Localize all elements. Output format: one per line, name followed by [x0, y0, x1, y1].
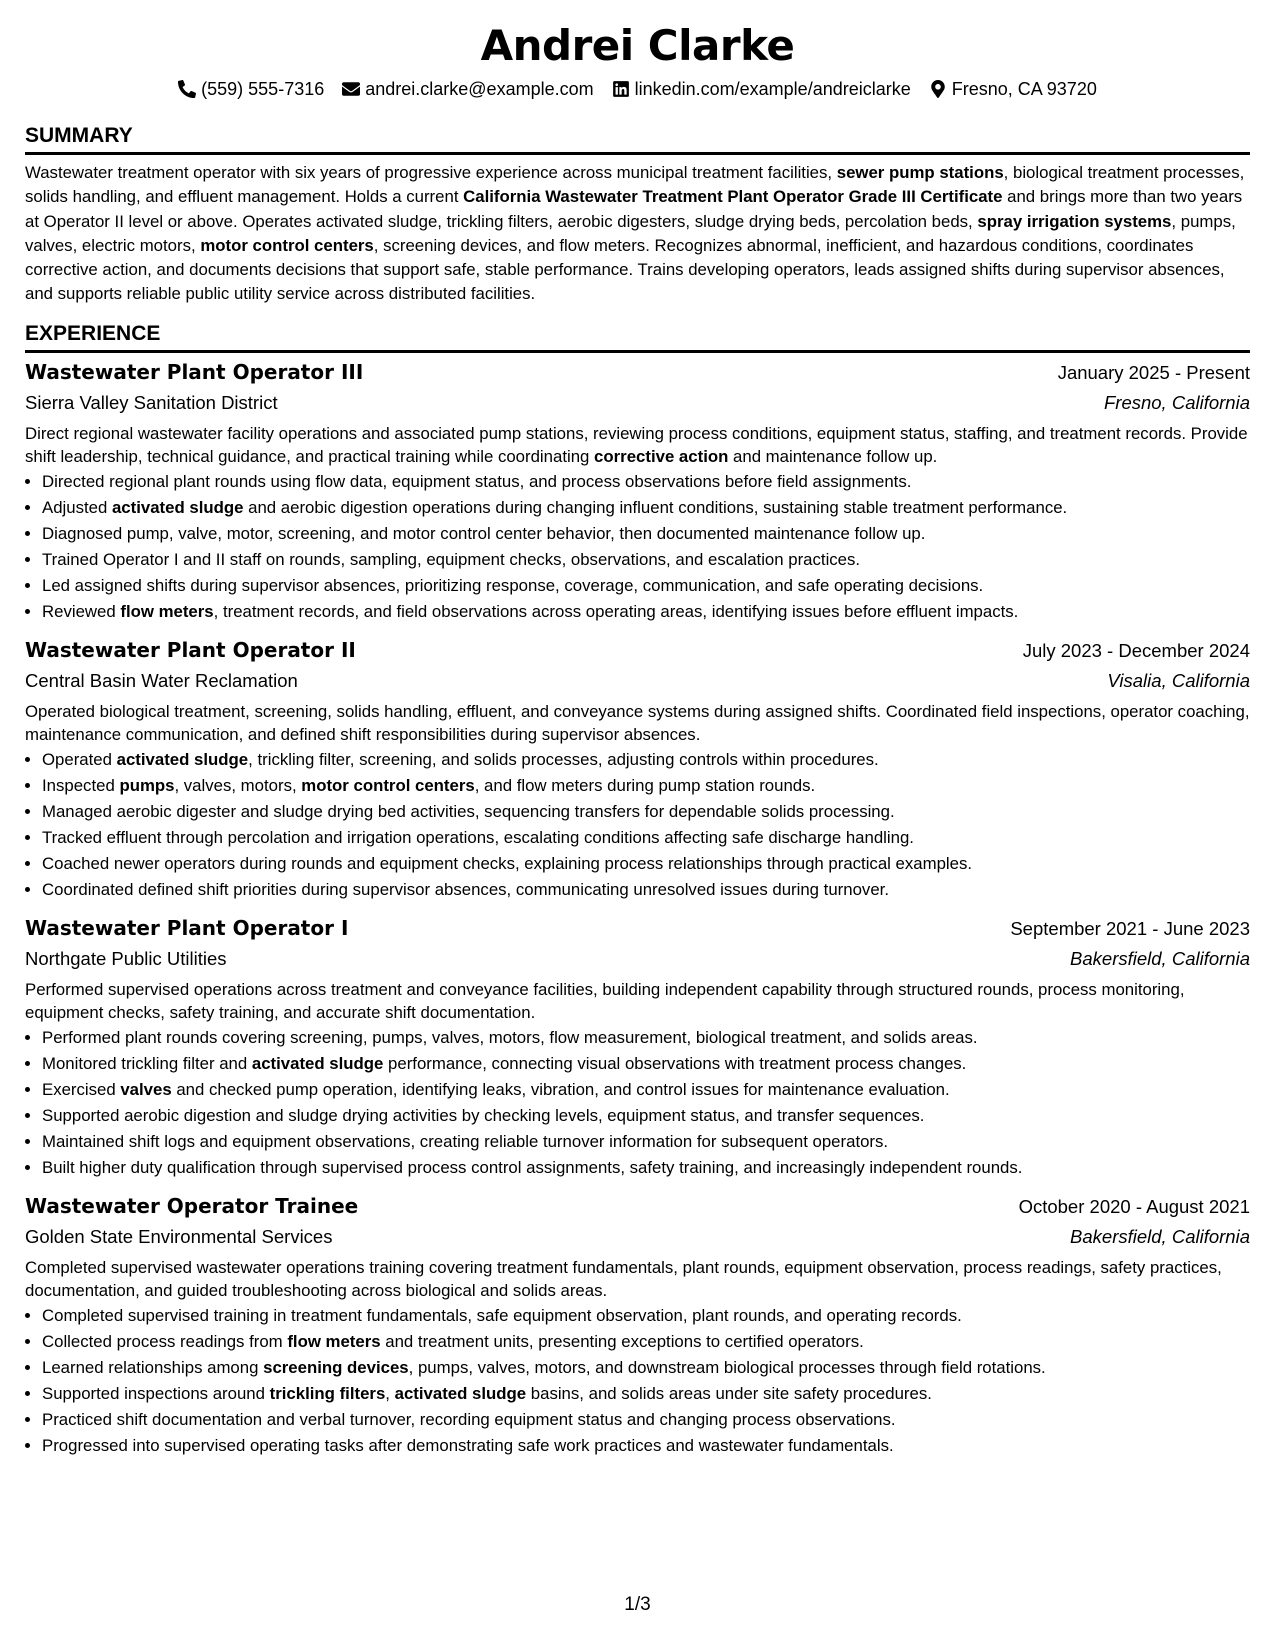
job-list	[25, 357, 1250, 1459]
text-run: , pumps, valves, electric motors,	[25, 211, 1236, 255]
text-run: Monitored trickling filter and	[42, 1053, 252, 1073]
bold-text: activated sludge	[111, 497, 244, 517]
job-header-row	[25, 357, 1250, 388]
text-run: Tracked effluent through percolation and irrigation operations, escalating conditions affecting safe discharge handling.	[42, 827, 914, 847]
text-run: Completed supervised training in treatment fundamentals, safe equipment observation, plant rounds, and operating records.	[42, 1305, 962, 1325]
contact-linkedin[interactable]	[612, 76, 911, 102]
map-pin-icon	[929, 80, 947, 98]
bullet-item	[42, 825, 1250, 851]
experience-section	[25, 320, 1250, 1459]
job-header-row	[25, 635, 1250, 666]
text-run: Progressed into supervised operating tasks after demonstrating safe work practices and wastewater fundamentals.	[42, 1435, 894, 1455]
envelope-icon	[342, 80, 360, 98]
text-run: , and flow meters during pump station rounds.	[474, 775, 816, 795]
contact-location	[929, 76, 1097, 102]
text-run: Diagnosed pump, valve, motor, screening, and motor control center behavior, then documented maintenance follow up.	[42, 523, 926, 543]
bullet-item	[42, 1381, 1250, 1407]
bullet-item	[42, 495, 1250, 521]
job-description	[25, 1256, 1250, 1303]
job-bullets	[25, 469, 1250, 625]
text-run: Trained Operator I and II staff on rounds, sampling, equipment checks, observations, and escalation practices.	[42, 549, 861, 569]
bullet-item	[42, 1433, 1250, 1459]
bold-text: sewer pump stations	[836, 163, 1004, 182]
text-run: and aerobic digestion operations during changing influent conditions, sustaining stable treatment performance.	[243, 497, 1068, 517]
text-run: Inspected	[42, 775, 120, 795]
contact-bar	[25, 76, 1250, 102]
text-run: and checked pump operation, identifying leaks, vibration, and control issues for maintenance evaluation.	[171, 1079, 950, 1099]
experience-heading: EXPERIENCE	[25, 320, 1250, 353]
job-title: Wastewater Plant Operator I	[25, 915, 349, 940]
text-run: , pumps, valves, motors, and downstream biological processes through field rotations.	[408, 1357, 1046, 1377]
bullet-item	[42, 547, 1250, 573]
page-number: 1/3	[624, 1594, 651, 1615]
summary-section	[25, 122, 1250, 307]
text-run: Maintained shift logs and equipment observations, creating reliable turnover information for subsequent operators.	[42, 1131, 889, 1151]
job-dates: September 2021 - June 2023	[1010, 917, 1250, 939]
bold-text: spray irrigation systems	[977, 211, 1172, 231]
job-description	[25, 700, 1250, 747]
job-bullets	[25, 1025, 1250, 1181]
text-run: Operated biological treatment, screening, solids handling, effluent, and conveyance systems during assigned shifts. Coordinated field inspections, operator coaching, maintenance communication, and defined shift responsibilities during supervisor absences.	[25, 701, 1250, 745]
job-location: Bakersfield, California	[1070, 947, 1250, 969]
bullet-item	[42, 573, 1250, 599]
bullet-item	[42, 1103, 1250, 1129]
phone-icon	[178, 80, 196, 98]
job-company: Central Basin Water Reclamation	[25, 669, 298, 691]
text-run: Exercised	[42, 1079, 121, 1099]
text-run: Managed aerobic digester and sludge drying bed activities, sequencing transfers for dependable solids processing.	[42, 801, 895, 821]
bullet-item	[42, 799, 1250, 825]
bullet-item	[42, 1025, 1250, 1051]
text-run: Adjusted	[42, 497, 112, 517]
text-run: , treatment records, and field observations across operating areas, identifying issues before effluent impacts.	[213, 601, 1019, 621]
text-run: Direct regional wastewater facility operations and associated pump stations, reviewing process conditions, equipment status, staffing, and treatment records. Provide shift leadership, technical guidance, and practical training while coordinating	[25, 423, 1248, 467]
bold-text: motor control centers	[301, 775, 475, 795]
text-run: Led assigned shifts during supervisor absences, prioritizing response, coverage, communication, and safe operating decisions.	[42, 575, 984, 595]
text-run: Reviewed	[42, 601, 121, 621]
bullet-item	[42, 1407, 1250, 1433]
email-link[interactable]: andrei.clarke@example.com	[365, 79, 594, 99]
bold-text: flow meters	[120, 601, 214, 621]
bold-text: California Wastewater Treatment Plant Operator Grade III Certificate	[463, 187, 1003, 207]
job-description	[25, 978, 1250, 1025]
bullet-item	[42, 1129, 1250, 1155]
job-location: Visalia, California	[1107, 669, 1250, 691]
text-run: , biological treatment processes, solids handling, and effluent management. Holds a current	[25, 163, 1245, 207]
bullet-item	[42, 1329, 1250, 1355]
bullet-item	[42, 1051, 1250, 1077]
bullet-item	[42, 877, 1250, 903]
bold-text: screening devices	[263, 1357, 409, 1377]
bullet-item	[42, 521, 1250, 547]
text-run: Performed supervised operations across treatment and conveyance facilities, building independent capability through structured rounds, process monitoring, equipment checks, safety training, and accurate shift documentation.	[25, 979, 1185, 1023]
text-run: , valves, motors,	[174, 775, 302, 795]
candidate-name: Andrei Clarke	[480, 21, 795, 70]
job-company-row	[25, 666, 1250, 696]
bullet-item	[42, 1077, 1250, 1103]
text-run: ,	[385, 1383, 395, 1403]
text-run: Completed supervised wastewater operations training covering treatment fundamentals, plant rounds, equipment observation, process readings, safety practices, documentation, and guided troubleshooting across biological and solids areas.	[25, 1257, 1222, 1301]
job-company-row	[25, 944, 1250, 974]
job-header-row	[25, 913, 1250, 944]
summary-heading: SUMMARY	[25, 122, 1250, 155]
bullet-item	[42, 851, 1250, 877]
job-company: Golden State Environmental Services	[25, 1225, 333, 1247]
job-dates: January 2025 - Present	[1057, 361, 1250, 383]
bold-text: flow meters	[287, 1331, 381, 1351]
bullet-item	[42, 469, 1250, 495]
text-run: Performed plant rounds covering screening, pumps, valves, motors, flow measurement, biological treatment, and solids areas.	[42, 1027, 978, 1047]
text-run: Supported aerobic digestion and sludge drying activities by checking levels, equipment status, and transfer sequences.	[42, 1105, 925, 1125]
text-run: , trickling filter, screening, and solids processes, adjusting controls within procedures.	[248, 749, 879, 769]
job-dates: July 2023 - December 2024	[1022, 639, 1250, 661]
contact-phone	[178, 76, 324, 102]
resume-page	[25, 20, 1250, 1459]
job-title: Wastewater Plant Operator II	[25, 637, 356, 662]
job-entry	[25, 1191, 1250, 1459]
job-description	[25, 422, 1250, 469]
job-entry	[25, 913, 1250, 1181]
job-location: Fresno, California	[1103, 391, 1250, 413]
job-company-row	[25, 388, 1250, 418]
contact-email[interactable]	[342, 76, 593, 102]
text-run: , screening devices, and flow meters. Recognizes abnormal, inefficient, and hazardous conditions, coordinates corrective action, and documents decisions that support safe, stable performance. Trains developing operators, leads assigned shifts during supervisor absences, and supports reliable public utility service across distributed facilities.	[25, 235, 1225, 304]
text-run: Coordinated defined shift priorities during supervisor absences, communicating unresolved issues during turnover.	[42, 879, 889, 899]
linkedin-link[interactable]: linkedin.com/example/andreiclarke	[634, 79, 911, 99]
text-run: performance, connecting visual observations with treatment process changes.	[383, 1053, 967, 1073]
job-location: Bakersfield, California	[1070, 1225, 1250, 1247]
bold-text: activated sludge	[394, 1383, 527, 1403]
text-run: Wastewater treatment operator with six years of progressive experience across municipal treatment facilities,	[25, 163, 837, 182]
job-dates: October 2020 - August 2021	[1018, 1195, 1250, 1217]
bold-text: activated sludge	[116, 749, 249, 769]
bullet-item	[42, 599, 1250, 625]
job-bullets	[25, 1303, 1250, 1459]
text-run: basins, and solids areas under site safety procedures.	[526, 1383, 932, 1403]
text-run: and brings more than two years at Operator II level or above. Operates activated sludge, trickling filters, aerobic digesters, sludge drying beds, percolation beds,	[25, 187, 1243, 231]
text-run: Operated	[42, 749, 117, 769]
bold-text: valves	[120, 1079, 172, 1099]
bold-text: trickling filters	[269, 1383, 386, 1403]
bullet-item	[42, 773, 1250, 799]
location-text: Fresno, CA 93720	[951, 79, 1097, 99]
job-company-row	[25, 1222, 1250, 1252]
text-run: Supported inspections around	[42, 1383, 270, 1403]
job-company: Sierra Valley Sanitation District	[25, 391, 278, 413]
bullet-item	[42, 747, 1250, 773]
job-header-row	[25, 1191, 1250, 1222]
text-run: Directed regional plant rounds using flow data, equipment status, and process observations before field assignments.	[42, 471, 912, 491]
bold-text: pumps	[119, 775, 175, 795]
text-run: Built higher duty qualification through supervised process control assignments, safety training, and increasingly independent rounds.	[42, 1157, 1023, 1177]
bold-text: motor control centers	[200, 235, 374, 255]
bold-text: corrective action	[594, 447, 729, 467]
bullet-item	[42, 1303, 1250, 1329]
job-bullets	[25, 747, 1250, 903]
job-title: Wastewater Plant Operator III	[25, 359, 364, 384]
job-entry	[25, 635, 1250, 903]
bullet-item	[42, 1155, 1250, 1181]
text-run: Learned relationships among	[42, 1357, 264, 1377]
summary-text	[25, 161, 1250, 307]
linkedin-icon	[612, 80, 630, 98]
job-company: Northgate Public Utilities	[25, 947, 227, 969]
text-run: Practiced shift documentation and verbal turnover, recording equipment status and changing process observations.	[42, 1409, 896, 1429]
text-run: Coached newer operators during rounds and equipment checks, explaining process relationships through practical examples.	[42, 853, 973, 873]
bold-text: activated sludge	[251, 1053, 384, 1073]
text-run: and maintenance follow up.	[728, 447, 938, 467]
text-run: Collected process readings from	[42, 1331, 288, 1351]
job-title: Wastewater Operator Trainee	[25, 1193, 359, 1218]
job-entry	[25, 357, 1250, 625]
bullet-item	[42, 1355, 1250, 1381]
text-run: and treatment units, presenting exceptions to certified operators.	[380, 1331, 864, 1351]
phone-number: (559) 555-7316	[201, 79, 325, 99]
